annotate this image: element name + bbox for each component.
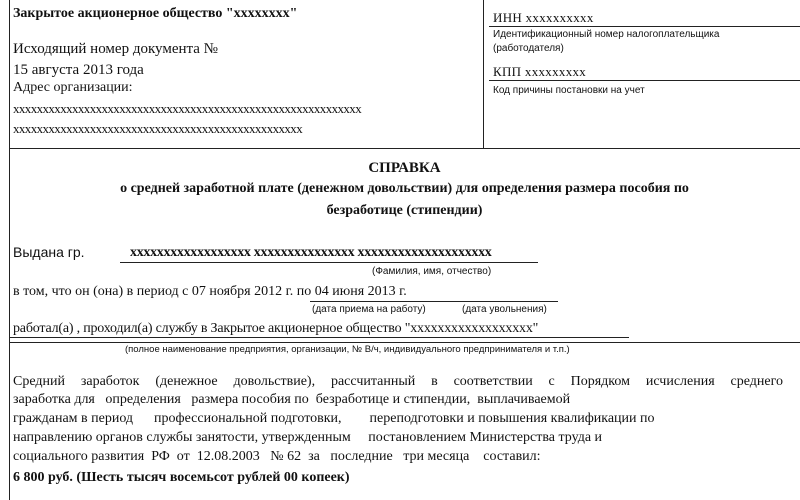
company-name: Закрытое акционерное общество "xxxxxxxx" (13, 6, 298, 21)
inn-underline (489, 26, 800, 27)
header-bottom-border (9, 148, 800, 149)
kpp-underline (489, 80, 800, 81)
document-number: Исходящий номер документа № (13, 41, 218, 57)
document-subtitle-2: безработице (стипендии) (326, 203, 483, 218)
issued-label: Выдана гр. (13, 244, 85, 260)
issued-name-underline (120, 262, 538, 263)
inn-caption-employer: (работодателя) (493, 43, 564, 54)
dismissal-date-caption: (дата увольнения) (462, 304, 547, 315)
body-line-3: гражданам в период профессиональной подготовки, переподготовки и повышения квалификации по (13, 411, 655, 426)
period-text: в том, что он (она) в период с 07 ноября 2012 г. по 04 июня 2013 г. (13, 284, 407, 299)
header-divider-vertical (483, 0, 484, 148)
salary-amount: 6 800 руб. (Шесть тысяч восемьсот рублей 00 копеек) (13, 470, 350, 485)
frame-left-border (9, 0, 10, 500)
inn-value: ИНН xxxxxxxxxx (493, 10, 594, 25)
hire-date-caption: (дата приема на работу) (312, 304, 426, 315)
worked-underline (9, 337, 629, 338)
body-line-1: Средний заработок (денежное довольствие), рассчитанный в соответствии с Порядком исчисления среднего (13, 374, 783, 389)
period-underline (310, 301, 558, 302)
worked-text: работал(а) , проходил(а) службу в Закрытое акционерное общество "xxxxxxxxxxxxxxxxxx" (13, 321, 539, 336)
body-line-4: направлению органов службы занятости, утвержденным постановлением Министерства труда и (13, 430, 603, 445)
address-label: Адрес организации: (13, 80, 133, 95)
address-line-2: xxxxxxxxxxxxxxxxxxxxxxxxxxxxxxxxxxxxxxxxxxxxxxxxx (13, 121, 303, 136)
worked-caption: (полное наименование предприятия, организации, № В/ч, индивидуального предпринимателя и т.п.) (125, 344, 570, 355)
issued-name: xxxxxxxxxxxxxxxxxx xxxxxxxxxxxxxxx xxxxxxxxxxxxxxxxxxxx (130, 245, 492, 260)
kpp-caption: Код причины постановки на учет (493, 85, 645, 96)
document-date: 15 августа 2013 года (13, 62, 144, 78)
issued-caption: (Фамилия, имя, отчество) (372, 266, 492, 277)
section-divider (9, 342, 800, 343)
inn-caption: Идентификационный номер налогоплательщика (493, 29, 720, 40)
body-line-2: заработка для определения размера пособия по безработице и стипендии, выплачиваемой (13, 392, 571, 407)
document-subtitle-1: о средней заработной плате (денежном довольствии) для определения размера пособия по (120, 181, 689, 196)
address-line-1: xxxxxxxxxxxxxxxxxxxxxxxxxxxxxxxxxxxxxxxxxxxxxxxxxxxxxxxxxxx (13, 101, 362, 116)
document-title: СПРАВКА (368, 160, 441, 176)
kpp-value: КПП xxxxxxxxx (493, 64, 587, 79)
body-line-5: социального развития РФ от 12.08.2003 № 62 за последние три месяца составил: (13, 449, 541, 464)
